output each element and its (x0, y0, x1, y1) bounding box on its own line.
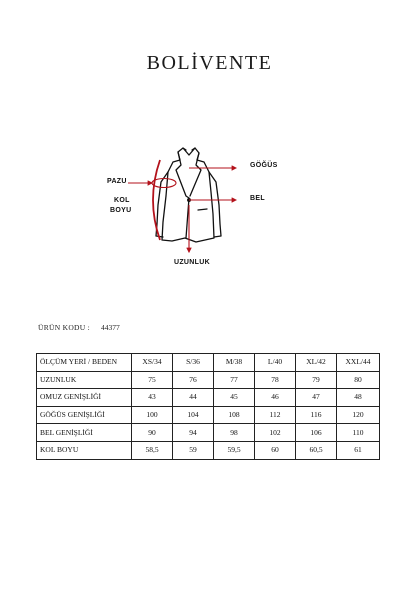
table-header-row (37, 354, 380, 372)
table-cell: 108 (214, 406, 255, 424)
size-chart-table (36, 353, 380, 460)
table-cell: 80 (337, 371, 380, 389)
table-cell: 76 (173, 371, 214, 389)
table-row (37, 389, 380, 407)
row-label: BEL GENİŞLİĞİ (37, 424, 132, 442)
table-cell: 59,5 (214, 441, 255, 459)
table-cell: 46 (255, 389, 296, 407)
header-size-xl: XL/42 (296, 354, 337, 372)
table-cell: 120 (337, 406, 380, 424)
row-label: OMUZ GENİŞLİĞİ (37, 389, 132, 407)
table-cell: 60,5 (296, 441, 337, 459)
chest-label: GÖĞÜS (250, 162, 278, 169)
table-cell: 60 (255, 441, 296, 459)
waist-label: BEL (250, 195, 265, 202)
product-code-label: ÜRÜN KODU : (38, 323, 91, 332)
table-row (37, 424, 380, 442)
length-label: UZUNLUK (174, 259, 210, 266)
sleeve-label-line1: KOL (114, 197, 130, 204)
table-cell: 79 (296, 371, 337, 389)
brand-logo: BOLİVENTE (146, 52, 273, 74)
table-cell: 78 (255, 371, 296, 389)
row-label: UZUNLUK (37, 371, 132, 389)
table-cell: 94 (173, 424, 214, 442)
table-cell: 47 (296, 389, 337, 407)
table-cell: 77 (214, 371, 255, 389)
table-cell: 58,5 (132, 441, 173, 459)
table-row (37, 441, 380, 459)
table-cell: 110 (337, 424, 380, 442)
table-cell: 48 (337, 389, 380, 407)
table-cell: 61 (337, 441, 380, 459)
sleeve-label-line2: BOYU (110, 207, 132, 214)
table-cell: 75 (132, 371, 173, 389)
table-cell: 102 (255, 424, 296, 442)
header-size-xs: XS/34 (132, 354, 173, 372)
header-size-l: L/40 (255, 354, 296, 372)
table-cell: 106 (296, 424, 337, 442)
table-cell: 98 (214, 424, 255, 442)
table-cell: 112 (255, 406, 296, 424)
table-cell: 59 (173, 441, 214, 459)
header-measure-point: ÖLÇÜM YERİ / BEDEN (37, 354, 132, 372)
table-cell: 104 (173, 406, 214, 424)
table-row (37, 371, 380, 389)
table-cell: 44 (173, 389, 214, 407)
header-size-m: M/38 (214, 354, 255, 372)
table-cell: 43 (132, 389, 173, 407)
table-cell: 116 (296, 406, 337, 424)
product-code-value: 44377 (101, 323, 120, 332)
row-label: KOL BOYU (37, 441, 132, 459)
table-cell: 45 (214, 389, 255, 407)
biceps-label: PAZU (107, 178, 127, 185)
table-row (37, 406, 380, 424)
table-cell: 100 (132, 406, 173, 424)
table-cell: 90 (132, 424, 173, 442)
row-label: GÖĞÜS GENİŞLİĞİ (37, 406, 132, 424)
header-size-xxl: XXL/44 (337, 354, 380, 372)
header-size-s: S/36 (173, 354, 214, 372)
